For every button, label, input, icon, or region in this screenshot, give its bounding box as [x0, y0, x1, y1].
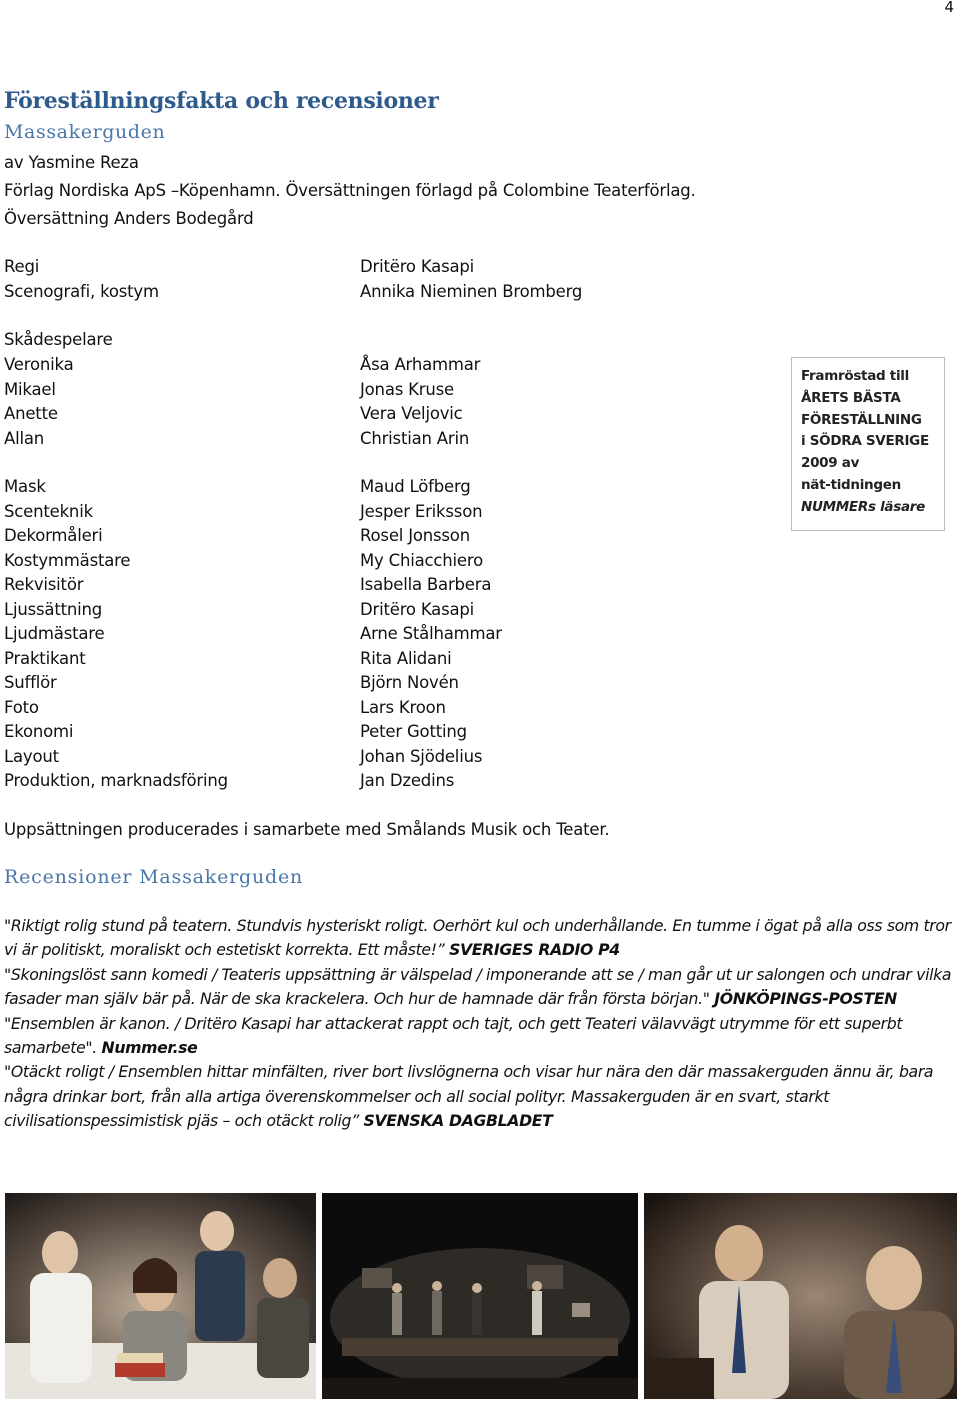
review-source: Nummer.se	[101, 1038, 198, 1058]
role-label: Sufflör	[4, 673, 57, 692]
review	[4, 963, 954, 1012]
award-line: 2009 av	[801, 455, 860, 472]
award-line: Framröstad till	[801, 368, 909, 384]
person-name: Jonas Kruse	[360, 379, 454, 399]
page-heading: Föreställningsfakta och recensioner	[4, 88, 439, 114]
creative-roles	[4, 255, 159, 304]
person-name: Peter Gotting	[360, 722, 467, 741]
production-photo-3	[644, 1193, 957, 1399]
review-quote: "Skoningslöst sann komedi / Teateris uppsättning är välspelad / imponerande att se / man går ut ur salongen och undrar vilka fasader man själv bär på. När de ska krackelera. Och hur de hamnade där från första början."	[4, 964, 952, 1009]
creative-names	[360, 255, 582, 304]
reviews-heading: Recensioner Massakerguden	[4, 866, 304, 888]
role-label: Layout	[4, 746, 59, 766]
person-name: Dritëro Kasapi	[360, 599, 475, 619]
production-photo-1	[5, 1193, 316, 1399]
role-label: Ljudmästare	[4, 624, 105, 643]
person-name: Isabella Barbera	[360, 575, 492, 594]
review-source: JÖNKÖPINGS-POSTEN	[714, 989, 897, 1009]
publisher-line: Förlag Nordiska ApS –Köpenhamn. Översättningen förlagd på Colombine Teaterförlag.	[4, 181, 696, 200]
award-line: ÅRETS BÄSTA	[801, 389, 901, 406]
review-quote: "Riktigt rolig stund på teatern. Stundvis hysteriskt roligt. Oerhört kul och underhållande. En tumme i ögat på alla oss som tror vi är politiskt, moraliskt och estetiskt korrekta. Ett måste!”	[4, 916, 951, 960]
role-label: Anette	[4, 404, 58, 423]
crew-roles	[4, 475, 228, 794]
award-box	[791, 357, 945, 531]
award-line: nät-tidningen	[801, 476, 901, 493]
cast-heading: Skådespelare	[4, 330, 113, 349]
person-name: Jesper Eriksson	[360, 501, 483, 521]
person-name: My Chiacchiero	[360, 550, 483, 570]
author-line: av Yasmine Reza	[4, 153, 139, 172]
role-label: Ljussättning	[4, 599, 103, 619]
person-name: Arne Stålhammar	[360, 624, 502, 643]
review	[4, 1012, 954, 1061]
person-name: Åsa Arhammar	[360, 355, 481, 374]
review-quote: "Ensemblen är kanon. / Dritëro Kasapi har attackerat rappt och tajt, och gett Teateri välavvägt utrymme för ett superbt samarbete".	[4, 1013, 903, 1058]
person-name: Annika Nieminen Bromberg	[360, 281, 583, 301]
role-label: Kostymmästare	[4, 550, 131, 570]
person-name: Maud Löfberg	[360, 477, 471, 496]
crew-names	[360, 475, 502, 794]
person-name: Dritëro Kasapi	[360, 257, 475, 276]
reviews-block	[4, 914, 954, 1134]
role-label: Mikael	[4, 379, 56, 399]
person-name: Vera Veljovic	[360, 404, 463, 423]
role-label: Praktikant	[4, 648, 86, 668]
role-label: Foto	[4, 697, 39, 717]
review-source: SVERIGES RADIO P4	[449, 940, 620, 960]
cast-roles	[4, 353, 74, 451]
role-label: Produktion, marknadsföring	[4, 771, 228, 790]
review	[4, 1060, 954, 1133]
role-label: Mask	[4, 477, 46, 496]
coproduction-line: Uppsättningen producerades i samarbete med Smålands Musik och Teater.	[4, 820, 610, 839]
role-label: Veronika	[4, 355, 74, 374]
person-name: Johan Sjödelius	[360, 746, 483, 766]
review	[4, 914, 954, 963]
person-name: Rita Alidani	[360, 648, 452, 668]
person-name: Björn Novén	[360, 673, 459, 692]
review-quote: "Otäckt roligt / Ensemblen hittar minfälten, river bort livslögnerna och visar hur nära den där massakerguden ännu är, bara några drinkar bort, från alla artiga överenskommelser och all social polityr. Massakerguden är en svart, starkt civilisationspessimistisk pjäs – och otäckt rolig”	[4, 1062, 934, 1131]
role-label: Ekonomi	[4, 722, 74, 741]
role-label: Rekvisitör	[4, 575, 84, 594]
translation-line: Översättning Anders Bodegård	[4, 209, 254, 228]
person-name: Lars Kroon	[360, 697, 446, 717]
role-label: Regi	[4, 257, 40, 276]
review-source: SVENSKA DAGBLADET	[363, 1111, 553, 1131]
award-line: FÖRESTÄLLNING	[801, 411, 922, 428]
production-photo-2	[322, 1193, 638, 1399]
play-title: Massakerguden	[4, 121, 166, 143]
page-number: 4	[944, 0, 954, 16]
role-label: Scenografi, kostym	[4, 281, 159, 301]
person-name: Rosel Jonsson	[360, 526, 470, 545]
award-line: NUMMERs läsare	[801, 498, 925, 515]
role-label: Allan	[4, 428, 45, 448]
role-label: Dekormåleri	[4, 526, 103, 545]
person-name: Christian Arin	[360, 428, 470, 448]
award-line: i SÖDRA SVERIGE	[801, 433, 929, 450]
cast-names	[360, 353, 480, 451]
person-name: Jan Dzedins	[360, 771, 455, 790]
role-label: Scenteknik	[4, 501, 93, 521]
